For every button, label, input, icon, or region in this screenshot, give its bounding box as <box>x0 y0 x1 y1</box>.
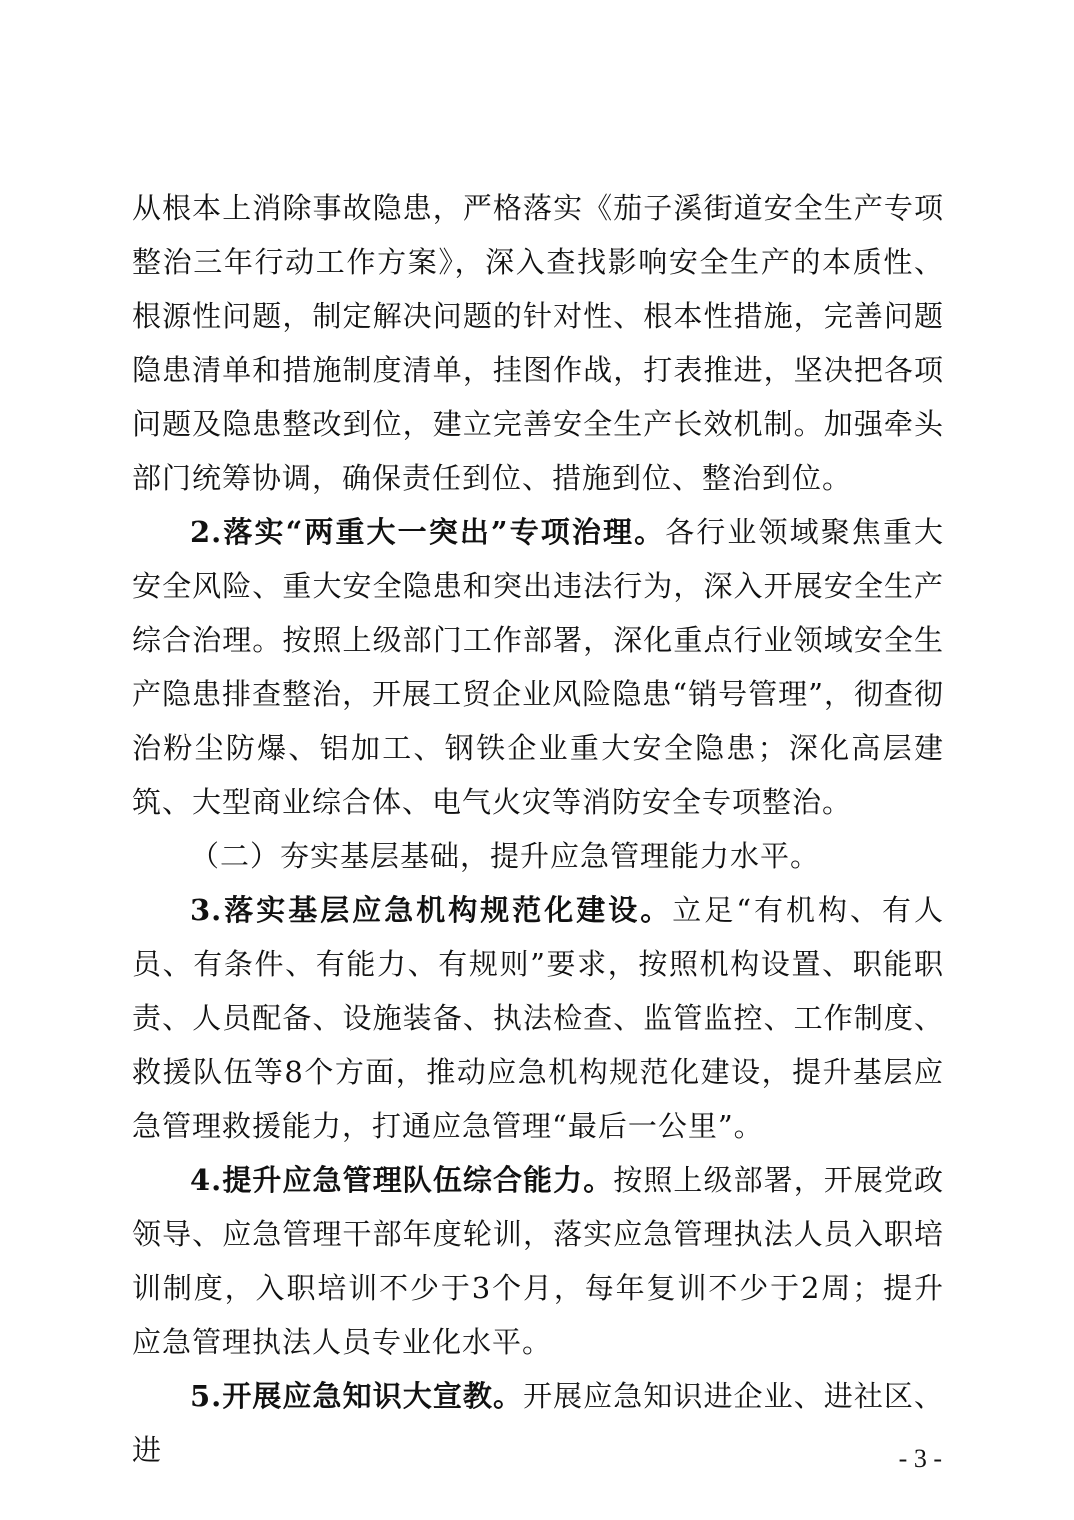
page-number: - 3 - <box>898 1444 942 1473</box>
paragraph-text: 各行业领域聚焦重大安全风险、重大安全隐患和突出违法行为，深入开展安全生产综合治理。按照上级部门工作部署，深化重点行业领域安全生产隐患排查整治，开展工贸企业风险隐患“销号管理”，彻查彻治粉尘防爆、铝加工、钢铁企业重大安全隐患；深化高层建筑、大型商业综合体、电气火灾等消防安全专项整治。 <box>132 515 944 819</box>
paragraph-text: 开展应急知识进企业、进社区、进 <box>132 1379 944 1467</box>
paragraph-continuation <box>132 181 944 505</box>
document-body <box>132 181 944 1477</box>
paragraph-lead: 5.开展应急知识大宣教。 <box>190 1379 524 1413</box>
paragraph-item-5 <box>132 1369 944 1477</box>
paragraph-lead: 4.提升应急管理队伍综合能力。 <box>190 1163 614 1197</box>
paragraph-text: 按照上级部署，开展党政领导、应急管理干部年度轮训，落实应急管理执法人员入职培训制度，入职培训不少于3个月，每年复训不少于2周；提升应急管理执法人员专业化水平。 <box>132 1163 944 1359</box>
paragraph-text: 从根本上消除事故隐患，严格落实《茄子溪街道安全生产专项整治三年行动工作方案》，深入查找影响安全生产的本质性、根源性问题，制定解决问题的针对性、根本性措施，完善问题隐患清单和措施制度清单，挂图作战，打表推进，坚决把各项问题及隐患整改到位，建立完善安全生产长效机制。加强牵头部门统筹协调，确保责任到位、措施到位、整治到位。 <box>132 191 944 495</box>
paragraph-item-2 <box>132 505 944 829</box>
paragraph-lead: 3.落实基层应急机构规范化建设。 <box>190 893 673 927</box>
paragraph-text: 立足“有机构、有人员、有条件、有能力、有规则”要求，按照机构设置、职能职责、人员配备、设施装备、执法检查、监管监控、工作制度、救援队伍等8个方面，推动应急机构规范化建设，提升基层应急管理救援能力，打通应急管理“最后一公里”。 <box>132 893 945 1143</box>
section-heading: （二）夯实基层基础，提升应急管理能力水平。 <box>190 839 821 873</box>
paragraph-item-4 <box>132 1153 944 1369</box>
paragraph-lead: 2.落实“两重大一突出”专项治理。 <box>190 515 666 549</box>
paragraph-item-3 <box>132 883 944 1153</box>
